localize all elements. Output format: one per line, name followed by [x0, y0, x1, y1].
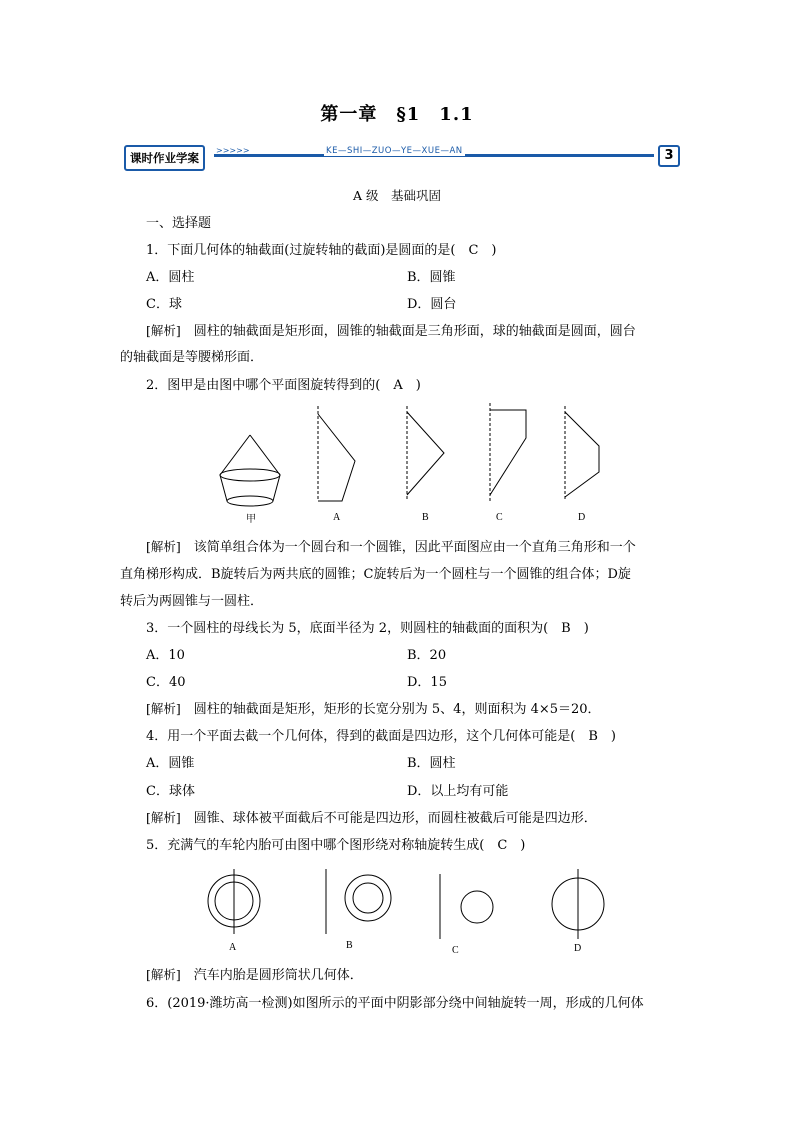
figure-label-jia: 甲: [246, 514, 256, 525]
figure-option-a: [208, 869, 260, 953]
q5-figure: [200, 864, 620, 960]
q3-option-d: D．15: [407, 675, 447, 690]
explanation-tag: [解析]: [146, 701, 181, 716]
q1-option-d: D．圆台: [407, 297, 457, 312]
figure-option-c: [440, 874, 493, 956]
banner: [124, 143, 680, 169]
q4-explanation: [146, 807, 597, 826]
figure-label-a: A: [229, 942, 237, 953]
q4-option-c: C．球体: [146, 784, 195, 799]
explanation-tag: [解析]: [146, 539, 181, 554]
q3-option-b: B．20: [407, 648, 447, 663]
figure-label-c: C: [452, 945, 459, 956]
q6-stem: 6．(2019·潍坊高一检测)如图所示的平面中阴影部分绕中间轴旋转一周，形成的几何体: [146, 996, 644, 1011]
figure-jia: [220, 435, 280, 525]
figure-label-d: D: [578, 512, 586, 523]
figure-label-c: C: [496, 512, 503, 523]
q1-stem: 1．下面几何体的轴截面(过旋转轴的截面)是圆面的是( C ): [146, 243, 497, 258]
q2-explanation-cont: 直角梯形构成．B旋转后为两共底的圆锥；C旋转后为一个圆柱与一个圆锥的组合体；D旋: [120, 567, 631, 582]
q2-stem: 2．图甲是由图中哪个平面图旋转得到的( A ): [146, 378, 421, 393]
explanation-tag: [解析]: [146, 323, 181, 338]
q3-stem: 3．一个圆柱的母线长为 5，底面半径为 2，则圆柱的轴截面的面积为( B ): [146, 621, 589, 636]
banner-pinyin: KE—SHI—ZUO—YE—XUE—AN: [326, 146, 463, 156]
banner-label: 课时作业学案: [124, 145, 205, 171]
level-heading: A 级 基础巩固: [352, 188, 441, 203]
figure-option-d: [552, 869, 604, 954]
figure-option-b: [326, 869, 391, 951]
q4-option-d: D．以上均有可能: [407, 784, 509, 799]
figure-option-b: [407, 406, 444, 523]
q1-explanation: [146, 320, 636, 339]
explanation-text: 圆锥、球体被平面截后不可能是四边形，而圆柱被截后可能是四边形．: [180, 811, 597, 826]
figure-option-d: [565, 406, 599, 523]
figure-label-b: B: [346, 940, 353, 951]
explanation-tag: [解析]: [146, 810, 181, 825]
explanation-text: 圆柱的轴截面是矩形，矩形的长宽分别为 5、4，则面积为 4×5＝20．: [180, 702, 601, 717]
explanation-tag: [解析]: [146, 967, 181, 982]
q2-explanation-cont2: 转后为两圆锥与一圆柱．: [120, 594, 264, 609]
q3-option-c: C．40: [146, 675, 186, 690]
q3-option-a: A．10: [146, 648, 185, 663]
q5-explanation: [146, 964, 363, 983]
banner-number: 3: [658, 145, 680, 167]
q3-explanation: [146, 698, 601, 717]
explanation-text: 该简单组合体为一个圆台和一个圆锥，因此平面图应由一个直角三角形和一个: [180, 540, 636, 555]
q1-option-b: B．圆锥: [407, 270, 456, 285]
q2-figure: [210, 398, 610, 528]
explanation-text: 圆柱的轴截面是矩形面，圆锥的轴截面是三角形面，球的轴截面是圆面，圆台: [180, 324, 636, 339]
section-heading: 一、选择题: [146, 216, 212, 231]
page-title: 第一章 §1 1.1: [320, 104, 474, 125]
q1-option-a: A．圆柱: [146, 270, 195, 285]
figure-label-d: D: [574, 943, 582, 954]
q4-stem: 4．用一个平面去截一个几何体，得到的截面是四边形，这个几何体可能是( B ): [146, 729, 616, 744]
q4-option-b: B．圆柱: [407, 756, 456, 771]
banner-arrows-icon: >>>>>: [216, 146, 250, 155]
explanation-text: 汽车内胎是圆形筒状几何体．: [180, 968, 363, 983]
figure-label-a: A: [333, 512, 341, 523]
q5-stem: 5．充满气的车轮内胎可由图中哪个图形绕对称轴旋转生成( C ): [146, 838, 526, 853]
figure-option-a: [318, 406, 355, 523]
q2-explanation: [146, 536, 636, 555]
figure-option-c: [490, 403, 526, 523]
q1-explanation-cont: 的轴截面是等腰梯形面．: [120, 350, 264, 365]
q4-option-a: A．圆锥: [146, 756, 195, 771]
figure-label-b: B: [422, 512, 429, 523]
q1-option-c: C．球: [146, 297, 182, 312]
